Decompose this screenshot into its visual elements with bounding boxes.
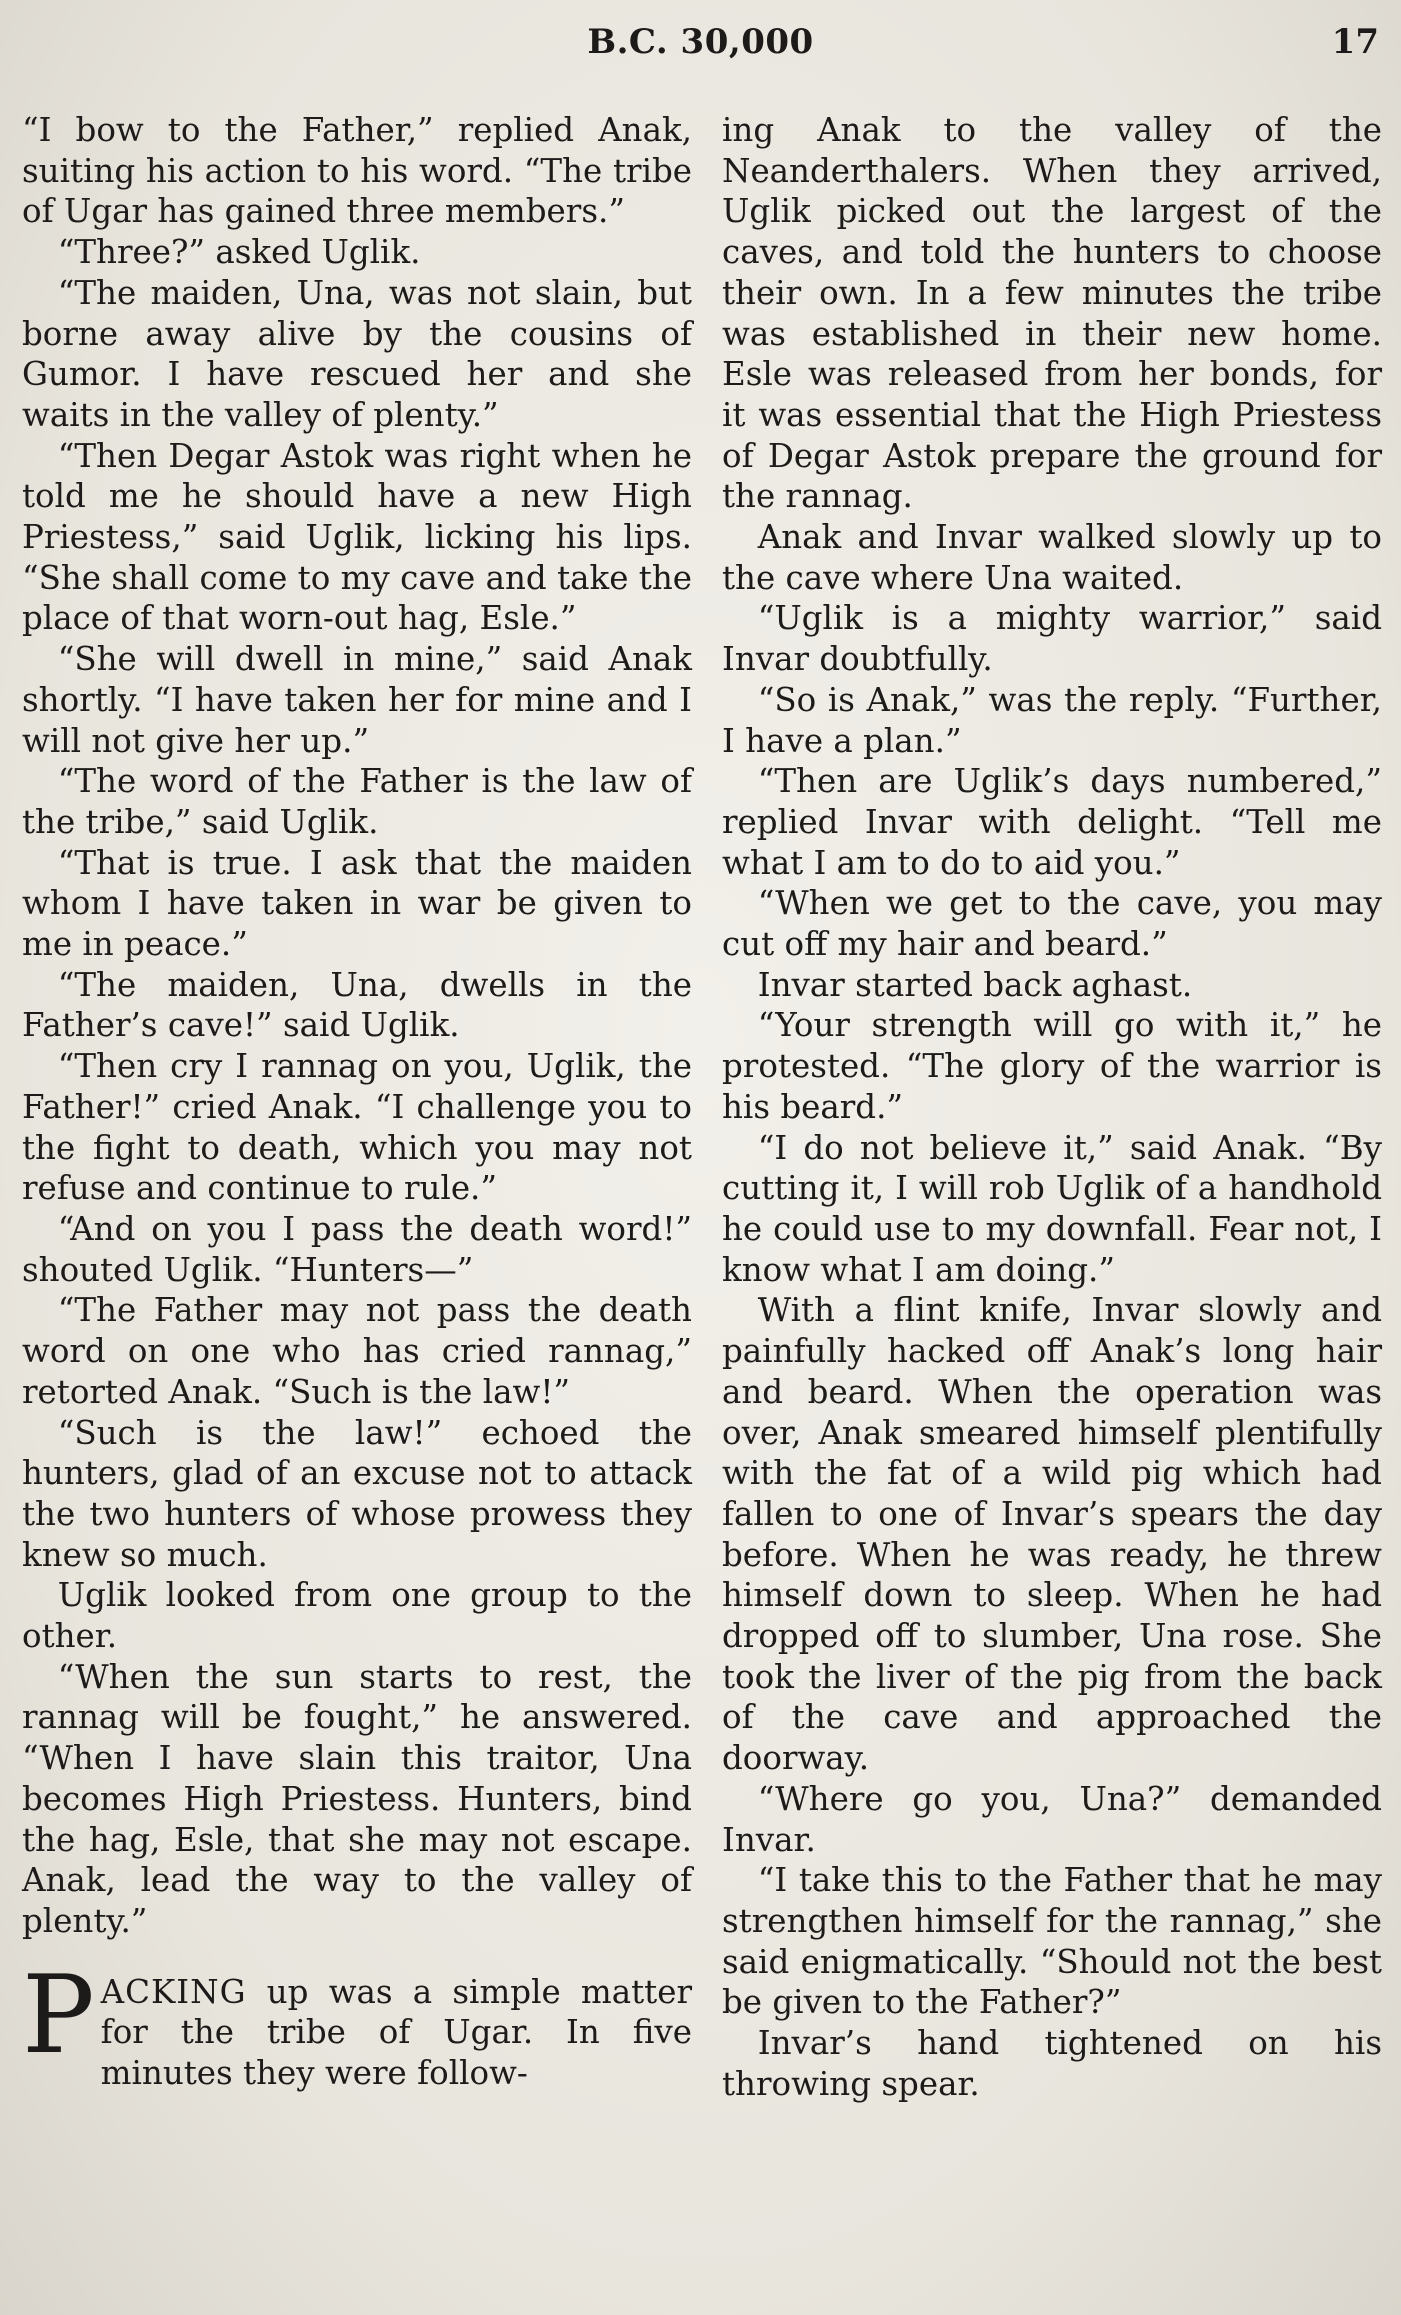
paragraph: Anak and Invar walked slowly up to the cave where Una waited. <box>722 518 1382 597</box>
paragraph: “When the sun starts to rest, the rannag will be fought,” he answered. “When I have slain this traitor, Una becomes High Priestess. Hunters, bind the hag, Esle, that she may not escape. Anak, lead the way to the valley of plenty.” <box>22 1657 692 1940</box>
paragraph: “So is Anak,” was the reply. “Further, I have a plan.” <box>722 680 1382 760</box>
smallcaps-lead: ACKING <box>100 1972 247 2011</box>
section-opening-paragraph <box>22 1952 692 2094</box>
paragraph: Uglik looked from one group to the other. <box>22 1576 692 1656</box>
paragraph: “That is true. I ask that the maiden whom I have taken in war be given to me in peace.” <box>22 843 692 964</box>
paragraph: “Then are Uglik’s days numbered,” replied Invar with delight. “Tell me what I am to do to aid you.” <box>722 762 1382 882</box>
paragraph-text: up was a simple matter for the tribe of Ugar. In five minutes they were follow- <box>100 1972 692 2093</box>
paragraph: “The maiden, Una, dwells in the Father’s cave!” said Uglik. <box>22 965 692 1045</box>
paragraph: “I take this to the Father that he may strengthen himself for the rannag,” she said enigmatically. “Should not the best be given to the Father?” <box>722 1861 1382 2022</box>
paragraph-continuation: ing Anak to the valley of the Neanderthalers. When they arrived, Uglik picked out the largest of the caves, and told the hunters to choose their own. In a few minutes the tribe was established in their new home. Esle was released from her bonds, for it was essential that the High Priestess of Degar Astok prepare the ground for the rannag. <box>722 111 1382 516</box>
paragraph: “Then cry I rannag on you, Uglik, the Father!” cried Anak. “I challenge you to the fight to death, which you may not refuse and continue to rule.” <box>22 1047 692 1208</box>
running-title: B.C. 30,000 <box>587 22 814 62</box>
left-column <box>22 110 692 2094</box>
page-number: 17 <box>1331 22 1379 62</box>
paragraph: “Three?” asked Uglik. <box>57 233 421 272</box>
paragraph: Invar started back aghast. <box>757 965 1193 1004</box>
paragraph: “When we get to the cave, you may cut off my hair and beard.” <box>722 884 1382 964</box>
drop-cap: P <box>22 1952 95 2078</box>
paragraph: “I bow to the Father,” replied Anak, suiting his action to his word. “The tribe of Ugar has gained three members.” <box>22 111 692 231</box>
paragraph: “Then Degar Astok was right when he told me he should have a new High Priestess,” said Uglik, licking his lips. “She shall come to my cave and take the place of that worn-out hag, Esle.” <box>22 436 692 638</box>
paragraph: “And on you I pass the death word!” shouted Uglik. “Hunters—” <box>22 1209 692 1289</box>
paragraph: “She will dwell in mine,” said Anak shortly. “I have taken her for mine and I will not give her up.” <box>22 640 692 760</box>
running-head <box>0 22 1401 72</box>
section-break <box>22 1942 692 1972</box>
paragraph: “I do not believe it,” said Anak. “By cutting it, I will rob Uglik of a handhold he could use to my downfall. Fear not, I know what I am doing.” <box>722 1128 1382 1289</box>
right-column <box>722 110 1382 2104</box>
paragraph: “Uglik is a mighty warrior,” said Invar doubtfully. <box>722 599 1382 679</box>
paragraph: “The word of the Father is the law of the tribe,” said Uglik. <box>22 762 692 841</box>
paragraph: Invar’s hand tightened on his throwing spear. <box>722 2024 1382 2103</box>
paragraph: “Such is the law!” echoed the hunters, glad of an excuse not to attack the two hunters of whose prowess they knew so much. <box>22 1413 692 1574</box>
paragraph: “Your strength will go with it,” he protested. “The glory of the warrior is his beard.” <box>722 1006 1382 1126</box>
paragraph: “Where go you, Una?” demanded Invar. <box>722 1779 1382 1859</box>
paragraph: With a flint knife, Invar slowly and painfully hacked off Anak’s long hair and beard. When the operation was over, Anak smeared himself plentifully with the fat of a wild pig which had fallen to one of Invar’s spears the day before. When he was ready, he threw himself down to sleep. When he had dropped off to slumber, Una rose. She took the liver of the pig from the back of the cave and approached the doorway. <box>722 1291 1382 1778</box>
paragraph: “The maiden, Una, was not slain, but borne away alive by the cousins of Gumor. I have rescued her and she waits in the valley of plenty.” <box>22 273 692 434</box>
paragraph: “The Father may not pass the death word on one who has cried rannag,” retorted Anak. “Such is the law!” <box>22 1291 692 1411</box>
